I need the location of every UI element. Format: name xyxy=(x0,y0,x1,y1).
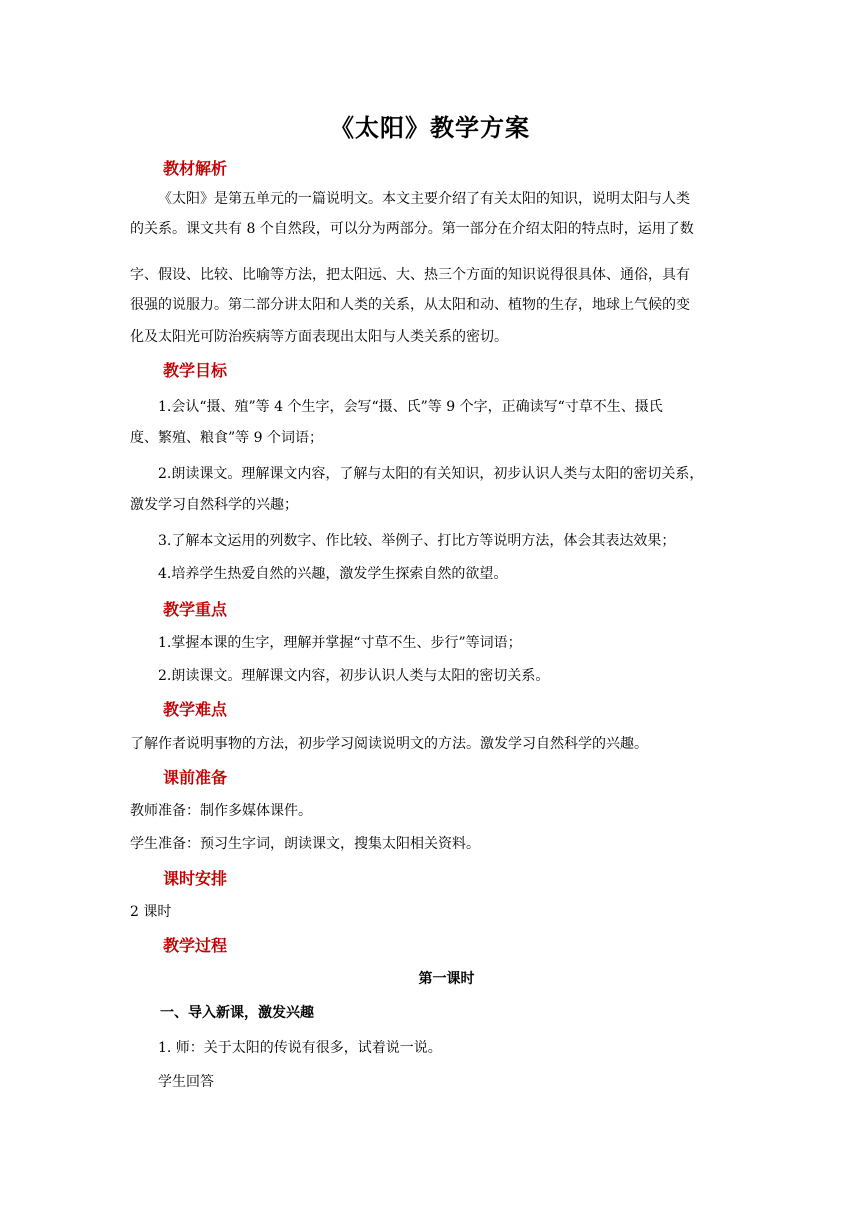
paragraph-line: 了解作者说明事物的方法，初步学习阅读说明文的方法。激发学习自然科学的兴趣。 xyxy=(130,736,648,752)
paragraph-line: 教师准备：制作多媒体课件。 xyxy=(130,803,312,819)
section-heading-analysis: 教材解析 xyxy=(163,159,228,178)
paragraph-line: 2 课时 xyxy=(130,904,172,920)
paragraph-line: 《太阳》是第五单元的一篇说明文。本文主要介绍了有关太阳的知识，说明太阳与人类 xyxy=(158,191,690,207)
paragraph-line: 2.朗读课文。理解课文内容，初步认识人类与太阳的密切关系。 xyxy=(158,668,550,684)
paragraph-line: 1.掌握本课的生字，理解并掌握“寸草不生、步行”等词语； xyxy=(158,635,522,651)
step-title: 一、导入新课，激发兴趣 xyxy=(160,1005,314,1021)
section-heading-difficulties: 教学难点 xyxy=(163,700,228,719)
paragraph-line: 度、繁殖、粮食”等 9 个词语； xyxy=(130,430,323,446)
paragraph-line: 学生回答 xyxy=(158,1074,214,1090)
paragraph-line: 4.培养学生热爱自然的兴趣，激发学生探索自然的欲望。 xyxy=(158,566,508,582)
section-heading-key-points: 教学重点 xyxy=(163,600,228,619)
paragraph-line: 化及太阳光可防治疾病等方面表现出太阳与人类关系的密切。 xyxy=(130,329,508,345)
paragraph-line: 的关系。课文共有 8 个自然段，可以分为两部分。第一部分在介绍太阳的特点时，运用了数 xyxy=(130,221,694,237)
paragraph-line: 2.朗读课文。理解课文内容，了解与太阳的有关知识，初步认识人类与太阳的密切关系， xyxy=(158,466,704,482)
document-title: 《太阳》教学方案 xyxy=(330,114,530,142)
paragraph-line: 1.会认“摄、殖”等 4 个生字，会写“摄、氏”等 9 个字，正确读写“寸草不生、摄氏 xyxy=(158,399,663,415)
paragraph-line: 字、假设、比较、比喻等方法，把太阳远、大、热三个方面的知识说得很具体、通俗，具有 xyxy=(130,267,690,283)
paragraph-line: 很强的说服力。第二部分讲太阳和人类的关系，从太阳和动、植物的生存，地球上气候的变 xyxy=(130,297,690,313)
period-title: 第一课时 xyxy=(418,971,475,987)
section-heading-goals: 教学目标 xyxy=(163,361,228,380)
paragraph-line: 激发学习自然科学的兴趣； xyxy=(130,497,298,513)
section-heading-schedule: 课时安排 xyxy=(163,869,228,888)
section-heading-process: 教学过程 xyxy=(163,936,228,955)
paragraph-line: 1. 师：关于太阳的传说有很多，试着说一说。 xyxy=(158,1040,442,1056)
paragraph-line: 学生准备：预习生字词，朗读课文，搜集太阳相关资料。 xyxy=(130,836,480,852)
section-heading-preparation: 课前准备 xyxy=(163,768,228,787)
paragraph-line: 3.了解本文运用的列数字、作比较、举例子、打比方等说明方法，体会其表达效果； xyxy=(158,533,676,549)
